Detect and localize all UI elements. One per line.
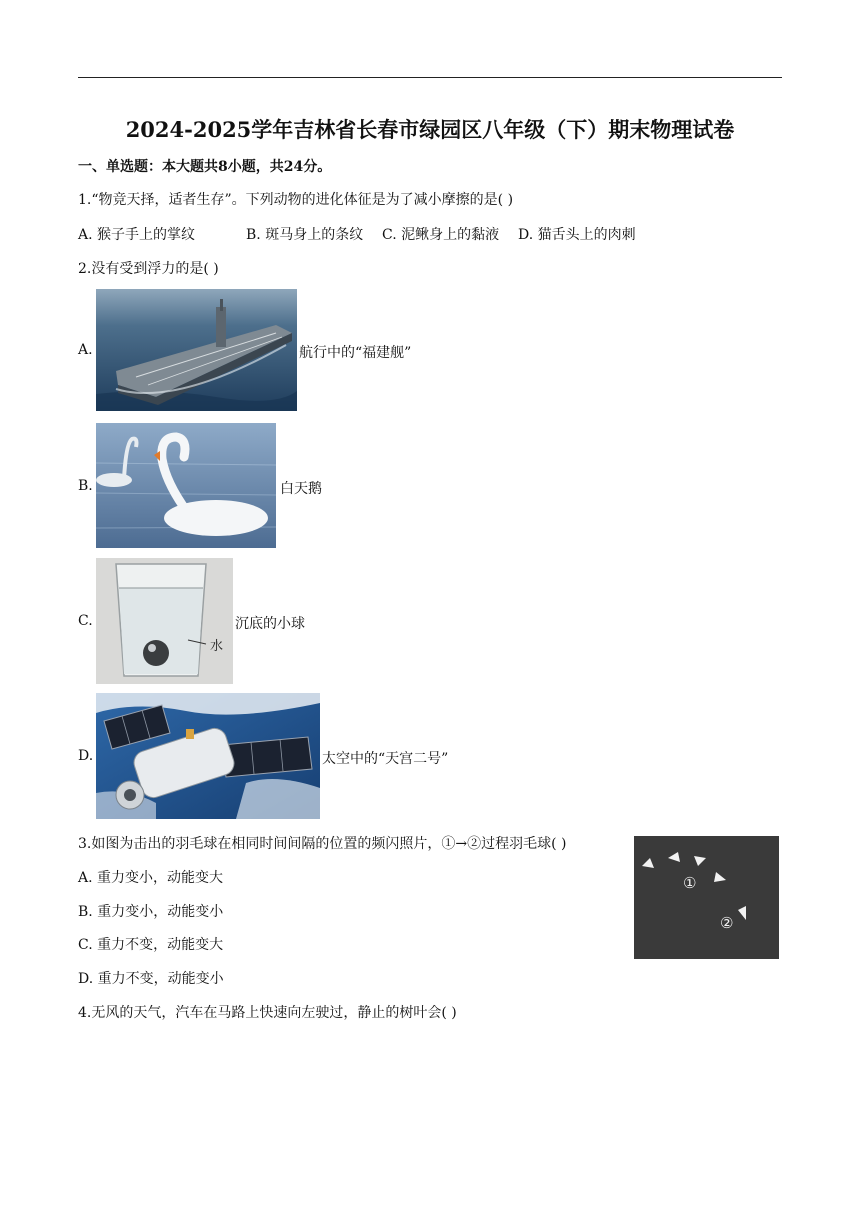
question-3-option-d: D. 重力不变，动能变小	[78, 971, 224, 987]
question-2-option-c-caption: 沉底的小球	[235, 616, 305, 632]
section-heading: 一、单选题：本大题共8小题，共24分。	[78, 159, 332, 175]
question-1-option-c: C. 泥鳅身上的黏液	[382, 227, 500, 243]
question-2-option-b-caption: 白天鹅	[280, 481, 322, 497]
shuttlecock-strobe-photo	[634, 836, 779, 959]
question-2-option-d-caption: 太空中的“天宫二号”	[322, 751, 449, 767]
question-2-option-a-letter: A.	[78, 342, 93, 358]
space-station-photo	[96, 693, 320, 819]
water-label: 水	[210, 639, 224, 654]
position-2-label: ②	[720, 914, 734, 932]
question-1-stem: 1.“物竞天择，适者生存”。下列动物的进化体征是为了减小摩擦的是( )	[78, 192, 514, 208]
question-2-stem: 2.没有受到浮力的是( )	[78, 261, 219, 277]
question-2-option-c-letter: C.	[78, 613, 93, 629]
question-2-option-a-caption: 航行中的“福建舰”	[299, 345, 412, 361]
question-4-stem: 4.无风的天气，汽车在马路上快速向左驶过，静止的树叶会( )	[78, 1005, 457, 1021]
question-3-option-b: B. 重力变小，动能变小	[78, 904, 224, 920]
question-3-option-c: C. 重力不变，动能变大	[78, 937, 224, 953]
swan-photo	[96, 423, 276, 548]
question-3-stem: 3.如图为击出的羽毛球在相同时间间隔的位置的频闪照片，①→②过程羽毛球( )	[78, 836, 567, 852]
question-1-option-a: A. 猴子手上的掌纹	[78, 227, 196, 243]
question-3-option-a: A. 重力变小，动能变大	[78, 870, 224, 886]
question-1-option-b: B. 斑马身上的条纹	[246, 227, 364, 243]
header-rule	[78, 77, 782, 78]
question-1-option-d: D. 猫舌头上的肉刺	[518, 227, 636, 243]
page-title: 2024-2025学年吉林省长春市绿园区八年级（下）期末物理试卷	[125, 117, 735, 142]
aircraft-carrier-photo	[96, 289, 297, 411]
question-2-option-d-letter: D.	[78, 748, 94, 764]
question-2-option-b-letter: B.	[78, 478, 93, 494]
sunken-ball-glass-photo	[96, 558, 233, 684]
position-1-label: ①	[683, 874, 697, 892]
